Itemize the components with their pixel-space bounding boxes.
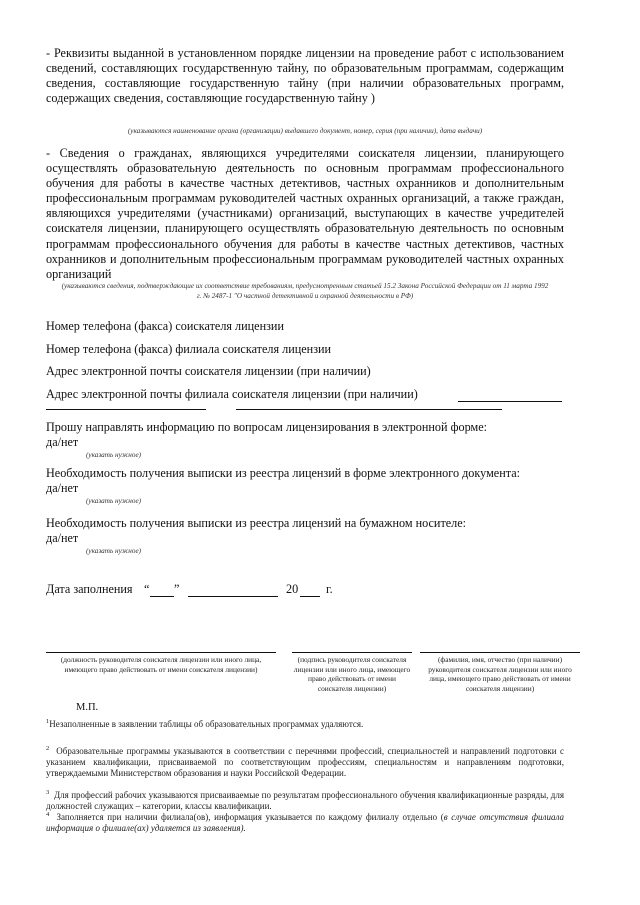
question-electronic-extract-hint: (указать нужное)	[86, 497, 142, 505]
branch-email-label: Адрес электронной почты филиала соискателя лицензии (при наличии)	[46, 387, 418, 401]
footnote-4-text: Заполняется при наличии филиала(ов), информация указывается по каждому филиалу отдельно (	[56, 812, 444, 822]
footnote-3-text: Для профессий рабочих указываются присваиваемые по результатам профессионального обучения квалификационные разряды, для должностей служащих – категории, классы квалификации.	[46, 790, 565, 811]
founders-note: (указываются сведения, подтверждающие их соответствие требованиям, предусмотренным статьей 15.2 Закона Российской Федерации от 11 марта 1992 г. № 2487-1 "О частной детективной и охранной деятельности в РФ)	[61, 282, 549, 300]
licenses-paragraph: - Реквизиты выданной в установленном порядке лицензии на проведение работ с использованием сведений, составляющих государственную тайну, по образовательным программам, содержащим сведения, составляющие государственную тайну (при наличии образовательных программ, содержащих сведения, составляющие государственную тайну )	[46, 46, 564, 106]
signature-input-line[interactable]	[292, 652, 412, 653]
email-label: Адрес электронной почты соискателя лицензии (при наличии)	[46, 364, 371, 378]
question-electronic-extract-answer[interactable]: да/нет	[46, 481, 79, 496]
footnote-3-mark: 3	[46, 789, 50, 796]
fill-date-suffix: г.	[326, 582, 333, 596]
footnote-2-text: Образовательные программы указываются в соответствии с перечнями профессий, специальностей и направлений подготовки с указанием квалификации, присваиваемой по соответствующим профессиям, специальностям и направлениям подготовки, утверждаемыми Министерством образования и науки Российской Федерации.	[46, 746, 565, 778]
stamp-place: М.П.	[76, 702, 99, 713]
name-input-line[interactable]	[420, 652, 580, 653]
question-paper-extract-answer[interactable]: да/нет	[46, 531, 79, 546]
footnote-2-mark: 2	[46, 745, 50, 752]
signature-caption: (подпись руководителя соискателя лицензии или иного лица, имеющего право действовать от имени соискателя лицензии)	[293, 655, 411, 693]
question-electronic-info-text: Прошу направлять информацию по вопросам лицензирования в электронной форме:	[46, 420, 487, 434]
extra-input-line-1[interactable]	[46, 409, 206, 410]
footnote-2	[46, 743, 564, 779]
extra-input-line-2[interactable]	[236, 409, 502, 410]
question-paper-extract	[46, 516, 564, 546]
question-electronic-extract-text: Необходимость получения выписки из реестра лицензий в форме электронного документа:	[46, 466, 520, 480]
footnote-4	[46, 809, 564, 834]
fill-date-open-quote: “	[144, 582, 150, 596]
position-caption: (должность руководителя соискателя лицензии или иного лица, имеющего право действовать от имени соискателя лицензии)	[60, 655, 262, 674]
footnote-1	[46, 716, 564, 730]
question-paper-extract-hint: (указать нужное)	[86, 547, 142, 555]
fill-date-day-input[interactable]	[150, 596, 174, 597]
fill-date-year-input[interactable]	[300, 596, 320, 597]
fill-date-year-prefix: 20	[286, 582, 299, 596]
footnote-1-text: Незаполненные в заявлении таблицы об образовательных программах удаляются.	[49, 719, 364, 729]
question-electronic-info-hint: (указать нужное)	[86, 451, 142, 459]
branch-email-input-line[interactable]	[458, 401, 562, 402]
question-electronic-info-answer[interactable]: да/нет	[46, 435, 79, 450]
position-input-line[interactable]	[46, 652, 276, 653]
fill-date-month-input[interactable]	[188, 596, 278, 597]
fill-date-label: Дата заполнения	[46, 582, 133, 596]
footnote-4-mark: 4	[46, 811, 50, 818]
licenses-note: (указываются наименование органа (организации) выдавшего документ, номер, серия (при наличии), дата выдачи)	[127, 127, 483, 135]
fill-date-close-quote: ”	[174, 582, 180, 596]
question-electronic-extract	[46, 466, 564, 496]
footnote-4-italic: в случае отсутствия филиала информация о филиале(ах) удаляется из заявления).	[46, 812, 564, 833]
footnote-1-mark: 1	[46, 718, 50, 725]
branch-phone-label: Номер телефона (факса) филиала соискателя лицензии	[46, 342, 332, 356]
phone-label: Номер телефона (факса) соискателя лицензии	[46, 319, 284, 333]
name-caption: (фамилия, имя, отчество (при наличии) руководителя соискателя лицензии или иного лица, имеющего право действовать от имени соискателя лицензии)	[428, 655, 572, 693]
question-electronic-info	[46, 420, 564, 450]
founders-paragraph: - Сведения о гражданах, являющихся учредителями соискателя лицензии, планирующего осуществлять образовательную деятельность по основным программам профессионального обучения для работы в качестве частных детективов, частных охранников и дополнительным профессиональным программам руководителей частных охранных организаций, а также граждан, являющихся учредителями (участниками) организаций, выступающих в качестве учредителей соискателя лицензии, планирующего осуществлять образовательную деятельность по основным программам профессионального обучения для работы в качестве частных детективов, частных охранников и дополнительным профессиональным программам руководителей частных охранных организаций	[46, 146, 564, 281]
question-paper-extract-text: Необходимость получения выписки из реестра лицензий на бумажном носителе:	[46, 516, 467, 530]
